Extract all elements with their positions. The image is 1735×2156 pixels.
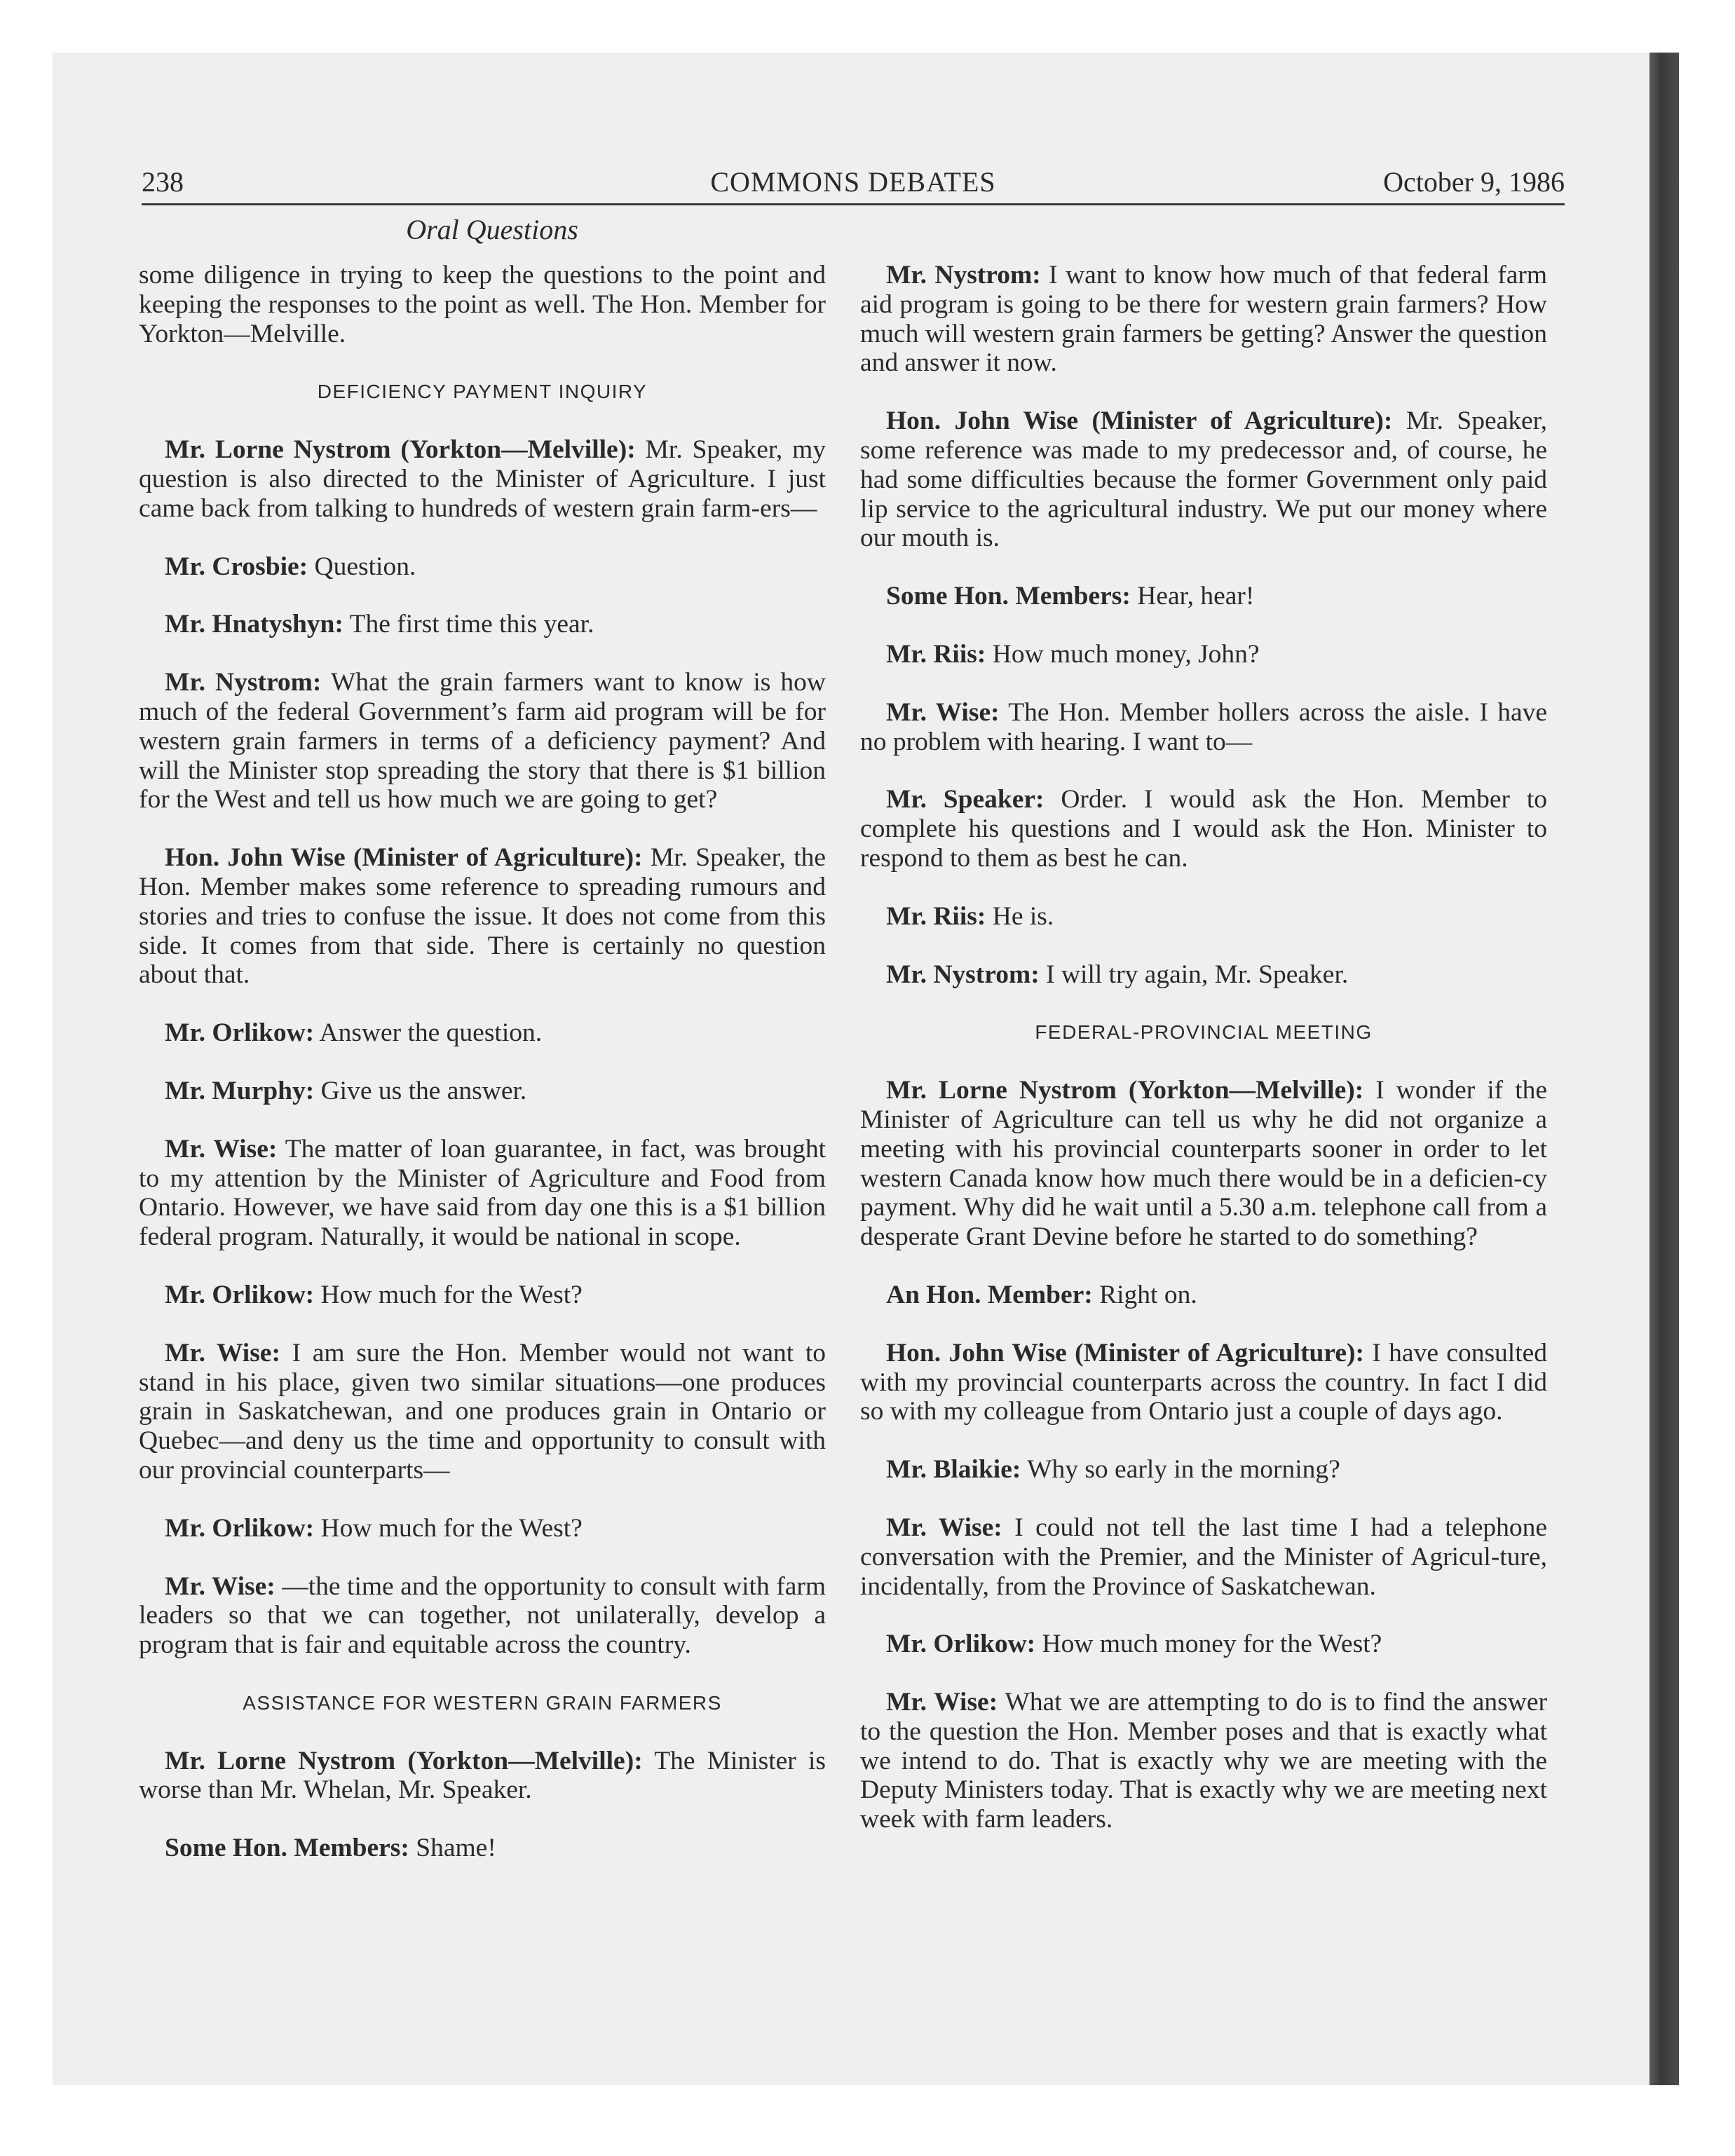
speaker-name: Mr. Wise: [165,1338,280,1367]
speech-text: Give us the answer. [320,1076,527,1105]
speech-text: —the time and the opportunity to consult with farm leaders so that we can together, not unilaterally, develop a program that is fair and equitable across the country. [139,1571,826,1660]
speaker-name: Mr. Riis: [886,639,986,669]
speech-text: I want to know how much of that federal farm aid program is going to be there for western grain farmers? How much will western grain farmers be getting? Answer the question and answer it now. [860,261,1548,378]
debate-paragraph [860,1630,1547,1659]
speaker-name: Hon. John Wise (Minister of Agriculture): [886,407,1393,436]
speech-text: some diligence in trying to keep the questions to the point and keeping the responses to the point as well. The Hon. Member for Yorkton—Melville. [139,261,826,348]
speaker-name: Mr. Hnatyshyn: [165,610,343,639]
speaker-name: Mr. Wise: [886,697,1000,727]
speaker-name: Mr. Orlikow: [165,1018,315,1048]
left-column [139,261,826,1892]
debate-paragraph [139,261,826,348]
debate-paragraph [860,698,1547,757]
speech-text: Why so early in the morning? [1027,1455,1340,1485]
speech-text: Hear, hear! [1137,582,1255,611]
speaker-name: Hon. John Wise (Minister of Agriculture): [165,843,643,873]
debate-paragraph [139,1281,826,1310]
page-binding-edge [1649,53,1679,2085]
speaker-name: Mr. Wise: [886,1513,1002,1542]
debate-paragraph [860,1339,1547,1426]
speech-text: The Hon. Member hollers across the aisle. I have no problem with hearing. I want to— [860,697,1547,756]
debate-paragraph [139,1834,826,1863]
debate-paragraph [860,785,1547,873]
speaker-name: Mr. Crosbie: [165,552,308,581]
debate-paragraph [139,552,826,582]
speech-text: I am sure the Hon. Member would not want to stand in his place, given two similar situations—one produces grain in Saskatchewan, and one produces grain in Ontario or Quebec—and deny us the time and opportunity to consult with our provincial counterparts— [139,1338,826,1485]
speaker-name: Mr. Blaikie: [886,1455,1021,1485]
speech-text: I wonder if the Minister of Agriculture can tell us why he did not organize a meeting with his provincial counterparts sooner in order to let western Canada know how much there would be in a deficien-cy payment. Why did he wait until a 5.30 a.m. telephone call from a desperate Grant Devine before he started to do something? [860,1076,1548,1252]
speech-text: The matter of loan guarantee, in fact, was brought to my attention by the Minister of Agriculture and Food from Ontario. However, we have said from day one this is a $1 billion federal program. Naturally, it would be national in scope. [139,1134,826,1252]
debate-paragraph [139,1514,826,1543]
speaker-name: Hon. John Wise (Minister of Agriculture): [886,1338,1365,1367]
speech-text: How much money, John? [992,639,1260,669]
speech-text: Question. [314,552,416,581]
header-rule [142,203,1565,205]
speech-text: He is. [992,901,1054,931]
speech-text: The first time this year. [349,610,594,639]
debate-paragraph [860,1688,1547,1834]
speaker-name: Mr. Nystrom: [165,668,322,697]
speech-text: How much money for the West? [1042,1630,1382,1659]
speaker-name: Mr. Nystrom: [886,261,1041,289]
speech-text: The Minister is worse than Mr. Whelan, Mr. Speaker. [139,1746,826,1805]
debate-paragraph [139,1135,826,1252]
speech-text: Mr. Speaker, the Hon. Member makes some reference to spreading rumours and stories and tries to confuse the issue. It does not come from this side. It comes from that side. There is certainly no question about that. [139,843,826,990]
speech-text: I could not tell the last time I had a telephone conversation with the Premier, and the Minister of Agricul-ture, incidentally, from the Province of Saskatchewan. [860,1513,1548,1601]
debate-paragraph [860,640,1547,669]
speaker-name: Mr. Wise: [165,1571,275,1601]
speech-text: I will try again, Mr. Speaker. [1046,960,1349,989]
right-column [860,261,1547,1863]
speaker-name: Mr. Lorne Nystrom (Yorkton—Melville): [886,1076,1364,1105]
speaker-name: Mr. Wise: [886,1688,998,1717]
debate-paragraph [860,582,1547,611]
publication-title: COMMONS DEBATES [710,166,996,198]
speaker-name: Mr. Wise: [165,1134,278,1164]
debate-paragraph [139,1018,826,1048]
speaker-name: Some Hon. Members: [165,1834,409,1863]
publication-date: October 9, 1986 [1383,166,1565,198]
speaker-name: Mr. Lorne Nystrom (Yorkton—Melville): [165,435,636,465]
debate-paragraph [860,407,1547,553]
speaker-name: Mr. Lorne Nystrom (Yorkton—Melville): [165,1746,643,1775]
speaker-name: Mr. Orlikow: [165,1513,315,1543]
debate-paragraph [139,1077,826,1106]
speaker-name: An Hon. Member: [886,1280,1093,1309]
debate-paragraph [860,1281,1547,1310]
speech-text: How much for the West? [320,1513,583,1543]
speech-text: Shame! [416,1834,496,1863]
speech-text: Mr. Speaker, some reference was made to my predecessor and, of course, he had some difficulties because the former Government only paid lip service to the agricultural industry. We put our money where our mouth is. [860,407,1548,553]
speech-text: What we are attempting to do is to find the answer to the question the Hon. Member poses and that is exactly what we intend to do. That is exactly why we are meeting with the Deputy Ministers today. That is exactly why we are meeting next week with farm leaders. [860,1688,1547,1834]
debate-paragraph [860,261,1547,378]
debate-paragraph [139,610,826,639]
speaker-name: Mr. Speaker: [886,785,1045,814]
speaker-name: Mr. Nystrom: [886,960,1040,989]
debate-paragraph [139,668,826,814]
debate-paragraph [860,1076,1547,1252]
debate-paragraph [860,902,1547,932]
speech-text: Order. I would ask the Hon. Member to complete his questions and I would ask the Hon. Minister to respond to them as best he can. [860,785,1547,873]
debate-paragraph [860,1455,1547,1485]
debate-paragraph [139,1747,826,1806]
speaker-name: Mr. Orlikow: [165,1280,315,1309]
section-heading: ASSISTANCE FOR WESTERN GRAIN FARMERS [243,1691,722,1714]
speaker-name: Mr. Murphy: [165,1076,315,1105]
debate-paragraph [860,960,1547,990]
speech-text: What the grain farmers want to know is how much of the federal Government’s farm aid program will be for western grain farmers in terms of a deficiency payment? And will the Minister stop spreading the story that there is $1 billion for the West and tell us how much we are going to get? [139,668,826,814]
debate-paragraph [139,843,826,990]
debate-paragraph [139,1572,826,1660]
speech-text: How much for the West? [320,1280,583,1309]
debate-paragraph [860,1513,1547,1601]
speech-text: Answer the question. [319,1018,543,1048]
debate-paragraph [139,435,826,523]
section-heading: FEDERAL-PROVINCIAL MEETING [1035,1021,1373,1044]
debate-paragraph [139,1339,826,1485]
section-subheader: Oral Questions [406,214,578,245]
running-header [142,165,1565,205]
speech-text: Right on. [1099,1280,1197,1309]
speaker-name: Mr. Orlikow: [886,1630,1036,1659]
speech-text: I have consulted with my provincial counterparts across the country. In fact I did so with my colleague from Ontario just a couple of days ago. [860,1338,1548,1426]
section-heading: DEFICIENCY PAYMENT INQUIRY [317,381,648,403]
speaker-name: Mr. Riis: [886,901,986,931]
speech-text: Mr. Speaker, my question is also directed to the Minister of Agriculture. I just came back from talking to hundreds of western grain farm-ers— [139,435,826,523]
page-number: 238 [142,166,184,198]
speaker-name: Some Hon. Members: [886,582,1131,611]
